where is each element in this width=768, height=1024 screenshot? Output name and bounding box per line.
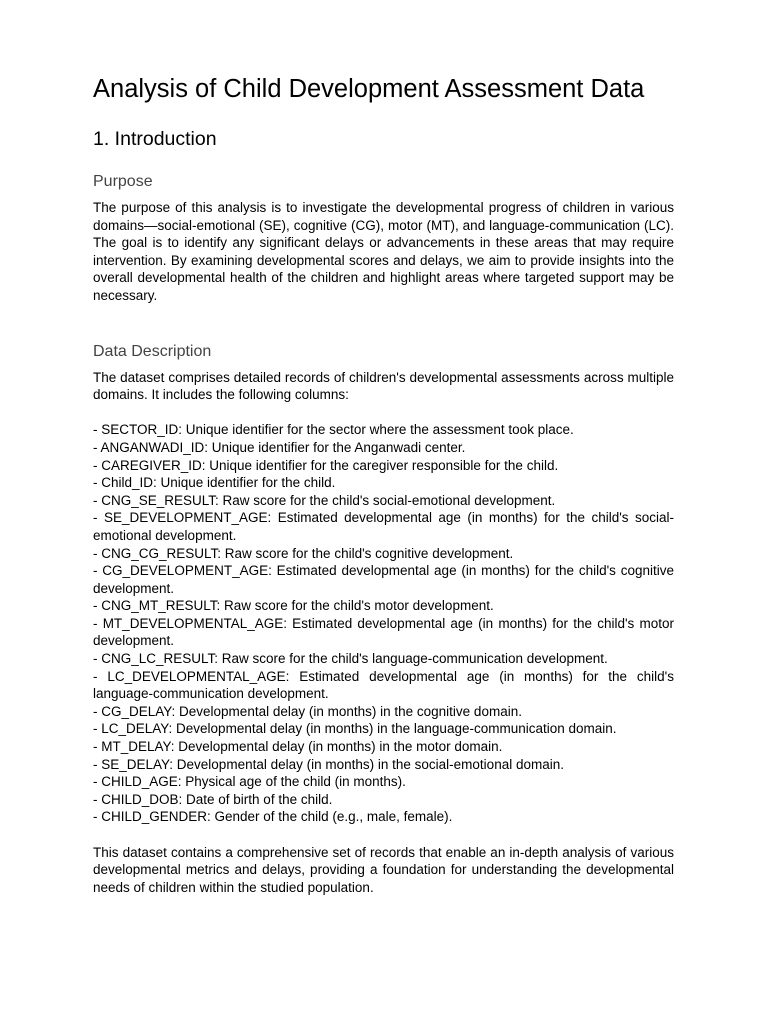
list-item: - CAREGIVER_ID: Unique identifier for the caregiver responsible for the child.	[93, 457, 559, 473]
list-item: - CG_DEVELOPMENT_AGE: Estimated developmental age (in months) for the child's cognitive development.	[93, 563, 674, 596]
list-item: - SE_DEVELOPMENT_AGE: Estimated developmental age (in months) for the child's social-emotional development.	[93, 510, 674, 543]
subheading-purpose: Purpose	[93, 173, 153, 190]
data-description-closing: This dataset contains a comprehensive set of records that enable an in-depth analysis of various developmental metrics and delays, providing a foundation for understanding the developmental needs of children within the studied population.	[93, 844, 674, 895]
list-item: - MT_DELAY: Developmental delay (in months) in the motor domain.	[93, 739, 503, 755]
list-item: - CG_DELAY: Developmental delay (in months) in the cognitive domain.	[93, 703, 522, 719]
purpose-paragraph: The purpose of this analysis is to investigate the developmental progress of children in various domains—social-emotional (SE), cognitive (CG), motor (MT), and language-communication (LC). The goal is to identify any significant delays or advancements in these areas that may require intervention. By examining developmental scores and delays, we aim to provide insights into the overall developmental health of the children and highlight areas where targeted support may be necessary.	[93, 200, 674, 303]
list-item: - SE_DELAY: Developmental delay (in months) in the social-emotional domain.	[93, 756, 564, 772]
list-item: - CHILD_GENDER: Gender of the child (e.g., male, female).	[93, 809, 453, 825]
section-heading-introduction: 1. Introduction	[93, 128, 217, 150]
list-item: - Child_ID: Unique identifier for the child.	[93, 475, 336, 491]
list-item: - CNG_MT_RESULT: Raw score for the child's motor development.	[93, 598, 494, 614]
document-title: Analysis of Child Development Assessment Data	[93, 75, 645, 103]
list-item: - CNG_LC_RESULT: Raw score for the child's language-communication development.	[93, 651, 608, 667]
list-item: - MT_DEVELOPMENTAL_AGE: Estimated developmental age (in months) for the child's motor development.	[93, 615, 674, 649]
data-description-intro: The dataset comprises detailed records of children's developmental assessments across multiple domains. It includes the following columns:	[93, 369, 674, 403]
list-item: - CHILD_DOB: Date of birth of the child.	[93, 791, 333, 807]
subheading-data-description: Data Description	[93, 342, 212, 360]
list-item: - CNG_CG_RESULT: Raw score for the child's cognitive development.	[93, 545, 514, 561]
list-item: - CHILD_AGE: Physical age of the child (in months).	[93, 774, 406, 790]
column-list	[93, 421, 674, 826]
list-item: - ANGANWADI_ID: Unique identifier for the Anganwadi center.	[93, 439, 466, 455]
list-item: - LC_DEVELOPMENTAL_AGE: Estimated developmental age (in months) for the child's language-communication development.	[93, 668, 674, 702]
list-item: - CNG_SE_RESULT: Raw score for the child's social-emotional development.	[93, 492, 556, 508]
document-page	[93, 72, 674, 896]
list-item: - LC_DELAY: Developmental delay (in months) in the language-communication domain.	[93, 721, 617, 737]
list-item: - SECTOR_ID: Unique identifier for the sector where the assessment took place.	[93, 422, 574, 438]
